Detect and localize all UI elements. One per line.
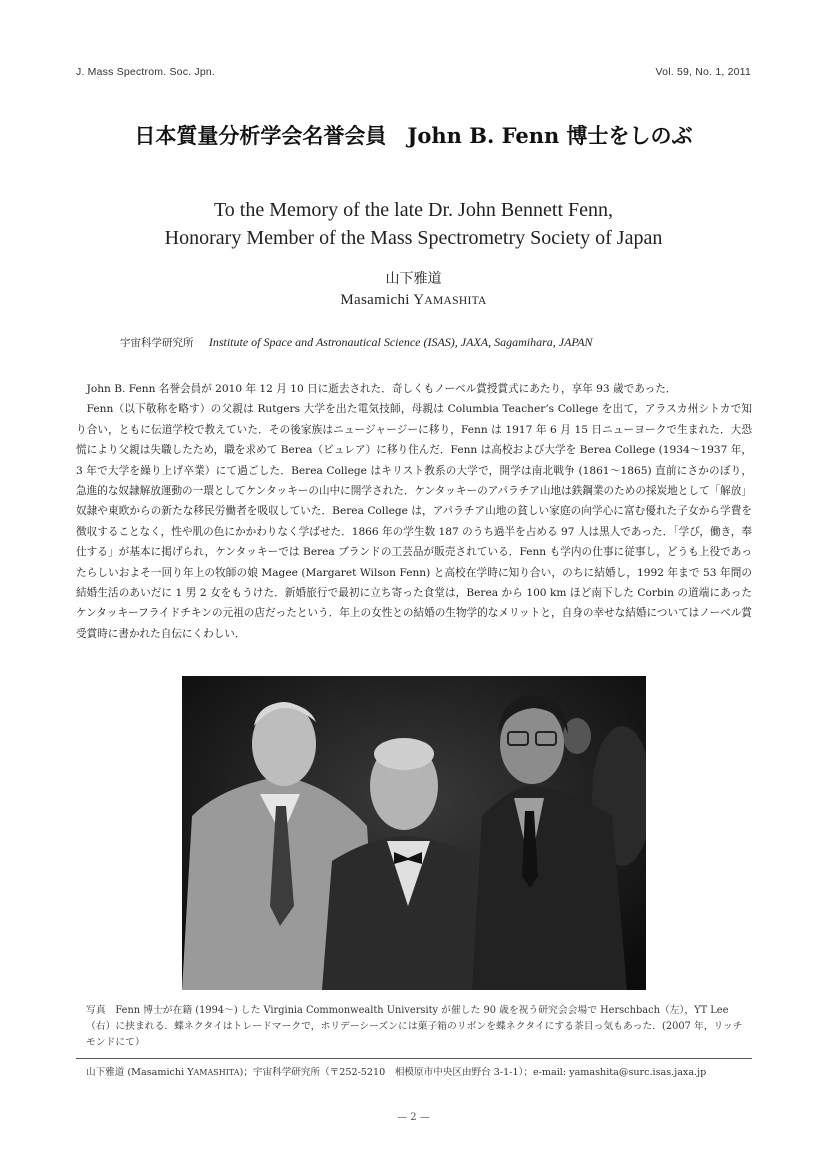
author-footnote — [86, 1065, 752, 1080]
affiliation-japanese: 宇宙科学研究所 — [120, 337, 194, 349]
japanese-title: 日本質量分析学会名誉会員 John B. Fenn 博士をしのぶ — [134, 123, 693, 148]
english-title-line-1: To the Memory of the late Dr. John Bennett Fenn, — [213, 199, 614, 221]
photo-illustration — [182, 676, 646, 990]
photo-caption: 写真 Fenn 博士が在籍 (1994〜) した Virginia Commonwealth University が催した 90 歳を祝う研究会会場で Herschbach（左），YT Lee（右）に挟まれる．蝶ネクタイはトレードマークで，ホリデーシーズンには菓子箱のリボンを蝶ネクタイにする茶目っ気もあった．(2007 年，リッチモンドにて） — [86, 1005, 743, 1048]
author-name-japanese: 山下雅道 — [385, 271, 442, 287]
affiliation — [120, 335, 593, 350]
page-number: — 2 — — [397, 1112, 430, 1123]
footnote-divider — [76, 1058, 752, 1059]
article-body — [76, 379, 752, 644]
author-given-name: Masamichi — [340, 292, 410, 308]
author-family-rest: AMASHITA — [424, 295, 487, 307]
footnote-post: )；宇宙科学研究所（〒252-5210 相模原市中央区由野台 3-1-1）；e-mail: yamashita@surc.isas.jaxa.jp — [239, 1067, 707, 1078]
group-photo — [182, 676, 646, 990]
paragraph-1: John B. Fenn 名誉会員が 2010 年 12 月 10 日に逝去された．奇しくもノーベル賞授賞式にあたり，享年 93 歳であった． — [86, 383, 677, 395]
author-name-english — [0, 292, 827, 309]
paragraph-2: Fenn（以下敬称を略す）の父親は Rutgers 大学を出た電気技師，母親は Columbia Teacher’s College を出て，アラスカ州シトカで知り合い，ともに伝道学校で教えていた．その後家族はニュージャージーに移り，Fenn は 1917 年 6 月 15 日ニューヨークで生まれた．大恐慌により父親は失職したため，職を求めて Berea（ビュレア）に移り住んだ．Fenn は高校および大学を Berea College (1934〜1937 年，3 年で大学を繰り上げ卒業）にて過ごした．Berea College はキリスト教系の大学で，開学は南北戦争 (1861〜1865) 直前にさかのぼり，急進的な奴隷解放運動の一環としてケンタッキーの山中に開学された．ケンタッキーのアパラチア山地は鉄鋼業のための採炭地として「解放」奴隷や東欧からの新たな移民労働者を吸収していた．Berea College は，アパラチア山地の貧しい家庭の向学心に富む優れた子女から学費を徴収することなく，性や肌の色にかかわりなく学ばせた．1866 年の学生数 187 のうち過半を占める 97 人は黒人であった．「学び，働き，奉仕する」が基本に掲げられ，ケンタッキーでは Berea ブランドの工芸品が販売されている．Fenn も学内の仕事に従事し，どうも上役であったらしいおよそ一回り年上の牧師の娘 Magee (Margaret Wilson Fenn) と高校在学時に知り合い，のちに結婚し，1992 年まで 53 年間の結婚生活のあいだに 1 男 2 女をもうけた．新婚旅行で最初に立ち寄った食堂は，Berea から 100 km ほど南下した Corbin の道端にあったケンタッキーフライドチキンの元祖の店だったという．年上の女性との結婚の生物学的なメリットと，自身の幸せな結婚についてはノーベル賞受賞時に書かれた自伝にくわしい． — [76, 403, 752, 640]
english-title — [0, 196, 827, 252]
footnote-smallcaps: AMASHITA — [193, 1068, 240, 1077]
footnote-pre: 山下雅道 (Masamichi Y — [86, 1067, 194, 1078]
journal-name: J. Mass Spectrom. Soc. Jpn. — [76, 66, 216, 78]
author-family-initial: Y — [413, 292, 425, 308]
volume-info: Vol. 59, No. 1, 2011 — [655, 66, 751, 78]
affiliation-english: Institute of Space and Astronautical Science (ISAS), JAXA, Sagamihara, JAPAN — [208, 335, 593, 349]
english-title-line-2: Honorary Member of the Mass Spectrometry Society of Japan — [164, 227, 663, 249]
